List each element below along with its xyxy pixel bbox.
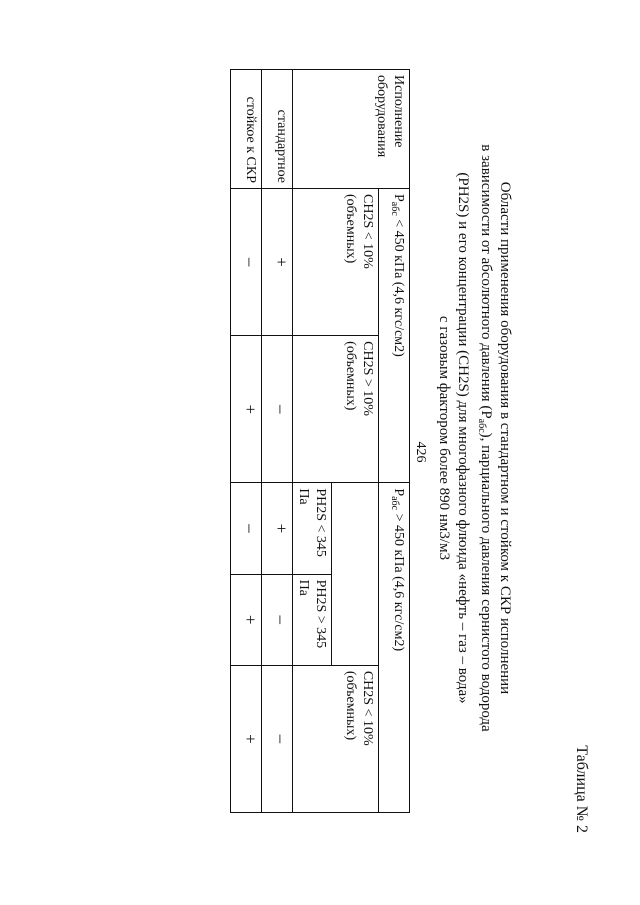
pressure-high-pre: Р [391, 488, 406, 497]
table-cell: – [262, 665, 293, 812]
table-cell: – [231, 189, 262, 336]
table-cell: + [231, 665, 262, 812]
title-line-3: (РН2S) и его концентрации (СН2S) для многофазного флюида «нефть – газ – вода» [455, 172, 471, 704]
table-row [231, 70, 262, 813]
table-label: Таблица № 2 [573, 745, 590, 833]
table-cell: – [262, 574, 293, 665]
table-row [262, 70, 293, 813]
table-cell: – [262, 336, 293, 483]
header-ph2s-gt: РН2S > 345 Па [293, 574, 332, 665]
row-label-resistant: стойкое к СКР [231, 70, 262, 189]
pressure-low-post: < 450 кПа (4,6 кгс/см2) [391, 215, 406, 357]
header-pressure-low [379, 189, 410, 483]
header-high-ch2s-lt: СН2S < 10% (объемных) [293, 665, 379, 812]
table-cell: – [231, 483, 262, 574]
header-high-ch2s-blank [332, 483, 379, 666]
pressure-low-sub: абс [389, 201, 400, 216]
title-line-2-pre: в зависимости от абсолютного давления (Р [478, 144, 494, 419]
title-line-4: с газовым фактором более 890 нм3/м3 [436, 315, 452, 561]
pressure-high-post: > 450 кПа (4,6 кгс/см2) [391, 510, 406, 652]
pressure-low-pre: Р [391, 194, 406, 202]
page-number: 426 [413, 441, 428, 463]
pressure-high-sub: абс [389, 496, 400, 511]
table-cell: + [262, 189, 293, 336]
document-title [434, 43, 514, 833]
title-line-2-sub: абс [476, 418, 487, 433]
header-low-ch2s-gt: СН2S > 10% (объемных) [293, 336, 379, 483]
table-cell: + [231, 336, 262, 483]
rotated-document-content [44, 43, 604, 833]
header-low-ch2s-lt: СН2S < 10% (объемных) [293, 189, 379, 336]
table-cell: + [231, 574, 262, 665]
title-line-2 [472, 43, 495, 833]
header-ph2s-lt: РН2S < 345 Па [293, 483, 332, 574]
row-label-standard: стандартное [262, 70, 293, 189]
table-cell: + [262, 483, 293, 574]
header-execution: Исполнение оборудования [293, 70, 410, 189]
title-line-2-post: ), парциального давления сернистого водорода [478, 432, 494, 732]
applicability-table [230, 69, 410, 813]
header-pressure-high [379, 483, 410, 813]
title-line-1: Области применения оборудования в стандартном и стойком к СКР исполнении [497, 181, 513, 695]
